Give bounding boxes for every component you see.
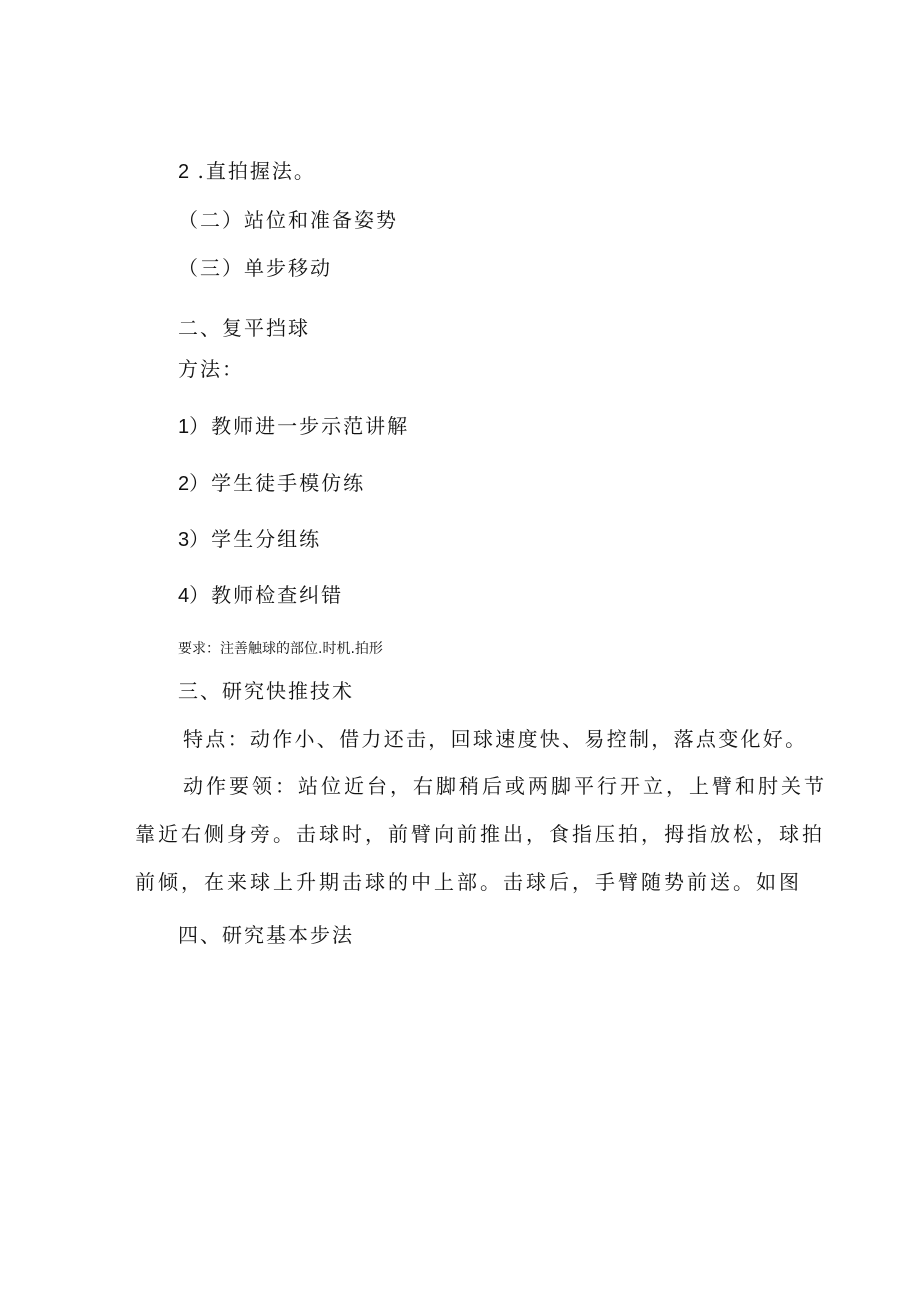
- method-step-3-text: ）学生分组练: [189, 527, 322, 551]
- technique-paragraph-line-3: 前倾，在来球上升期击球的中上部。击球后，手臂随势前送。如图: [135, 870, 802, 894]
- method-step-2-number: 2: [178, 473, 190, 495]
- method-step-1-text: ）教师进一步示范讲解: [189, 414, 410, 438]
- grip-item-number: 2: [178, 161, 190, 183]
- section-four-heading: 四、研究基本步法: [178, 923, 354, 947]
- technique-paragraph-line-2: 靠近右侧身旁。击球时，前臂向前推出，食指压拍，拇指放松，球拍: [135, 822, 825, 846]
- features-paragraph: 特点：动作小、借力还击，回球速度快、易控制，落点变化好。: [183, 727, 808, 751]
- method-step-4-number: 4: [178, 585, 190, 607]
- single-step-heading: （三）单步移动: [178, 256, 332, 280]
- grip-item-text: .直拍握法。: [189, 159, 316, 183]
- grip-item: [178, 158, 316, 185]
- method-step-1-number: 1: [178, 416, 190, 438]
- method-step-3-number: 3: [178, 529, 190, 551]
- method-step-3: [178, 526, 321, 553]
- stance-heading: （二）站位和准备姿势: [178, 208, 398, 232]
- method-label: 方法：: [178, 357, 244, 381]
- method-step-2: [178, 470, 365, 497]
- method-step-2-text: ）学生徒手模仿练: [189, 471, 366, 495]
- method-step-4-text: ）教师检查纠错: [189, 583, 344, 607]
- requirement-note: 要求：注善触球的部位.时机.拍形: [178, 641, 383, 657]
- section-two-heading: 二、复平挡球: [178, 316, 310, 340]
- method-step-1: [178, 413, 409, 440]
- section-three-heading: 三、研究快推技术: [178, 679, 354, 703]
- method-step-4: [178, 582, 343, 609]
- technique-paragraph-line-1: 动作要领：站位近台，右脚稍后或两脚平行开立，上臂和肘关节: [183, 774, 827, 798]
